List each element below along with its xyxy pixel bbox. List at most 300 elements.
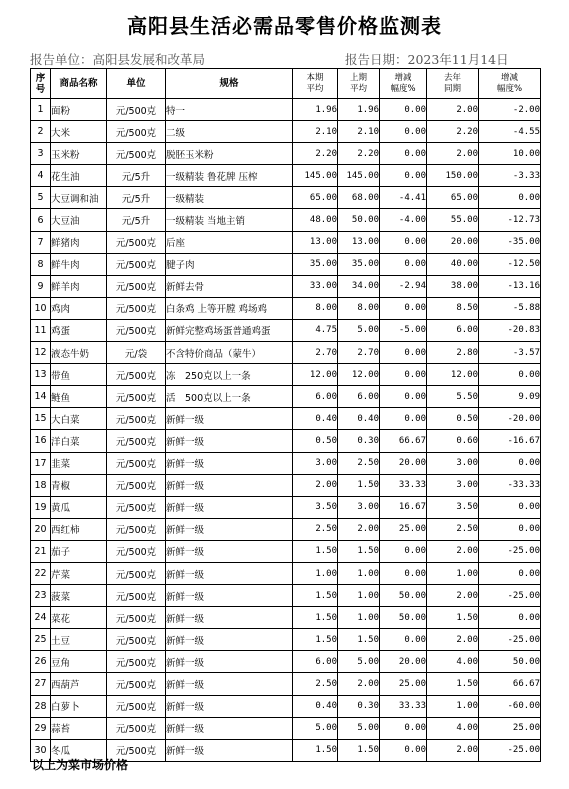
cell-spec: 二级 [166, 121, 293, 143]
cell-spec: 一级精装 当地主销 [166, 209, 293, 231]
cell-previous-avg: 0.40 [338, 408, 380, 430]
table-row [31, 165, 541, 187]
cell-change-pct: 0.00 [380, 99, 427, 121]
cell-current-avg: 2.70 [293, 342, 338, 364]
cell-current-avg: 1.50 [293, 607, 338, 629]
cell-current-avg: 4.75 [293, 319, 338, 341]
cell-last-year: 55.00 [427, 209, 479, 231]
cell-yoy-change-pct: 0.00 [479, 364, 541, 386]
cell-name: 鲢鱼 [51, 386, 107, 408]
cell-unit: 元/500克 [107, 540, 166, 562]
cell-previous-avg: 8.00 [338, 297, 380, 319]
cell-last-year: 3.50 [427, 496, 479, 518]
cell-last-year: 6.00 [427, 319, 479, 341]
cell-change-pct: 25.00 [380, 673, 427, 695]
cell-change-pct: 20.00 [380, 452, 427, 474]
cell-unit: 元/500克 [107, 452, 166, 474]
cell-unit: 元/500克 [107, 275, 166, 297]
cell-yoy-change-pct: 50.00 [479, 651, 541, 673]
cell-current-avg: 1.00 [293, 562, 338, 584]
cell-last-year: 2.00 [427, 585, 479, 607]
cell-previous-avg: 1.00 [338, 585, 380, 607]
cell-last-year: 65.00 [427, 187, 479, 209]
header-yoy-change-pct: 增减 幅度% [479, 69, 541, 99]
cell-index: 23 [31, 585, 51, 607]
cell-previous-avg: 2.70 [338, 342, 380, 364]
cell-index: 9 [31, 275, 51, 297]
cell-previous-avg: 35.00 [338, 253, 380, 275]
cell-previous-avg: 2.00 [338, 673, 380, 695]
cell-previous-avg: 2.00 [338, 518, 380, 540]
cell-change-pct: 16.67 [380, 496, 427, 518]
cell-previous-avg: 1.00 [338, 607, 380, 629]
cell-change-pct: 0.00 [380, 253, 427, 275]
cell-previous-avg: 12.00 [338, 364, 380, 386]
cell-current-avg: 35.00 [293, 253, 338, 275]
cell-yoy-change-pct: -33.33 [479, 474, 541, 496]
table-row [31, 474, 541, 496]
cell-spec: 新鲜一级 [166, 673, 293, 695]
cell-yoy-change-pct: 25.00 [479, 717, 541, 739]
cell-unit: 元/500克 [107, 496, 166, 518]
cell-previous-avg: 5.00 [338, 717, 380, 739]
cell-previous-avg: 1.50 [338, 629, 380, 651]
cell-current-avg: 65.00 [293, 187, 338, 209]
cell-spec: 新鲜一级 [166, 474, 293, 496]
cell-last-year: 2.20 [427, 121, 479, 143]
cell-spec: 冻 250克以上一条 [166, 364, 293, 386]
table-row [31, 562, 541, 584]
cell-spec: 特一 [166, 99, 293, 121]
cell-spec: 后座 [166, 231, 293, 253]
table-row [31, 408, 541, 430]
cell-index: 13 [31, 364, 51, 386]
cell-previous-avg: 1.50 [338, 540, 380, 562]
cell-last-year: 3.00 [427, 452, 479, 474]
table-row [31, 275, 541, 297]
cell-name: 鸡肉 [51, 297, 107, 319]
cell-index: 8 [31, 253, 51, 275]
cell-spec: 新鲜一级 [166, 408, 293, 430]
cell-spec: 新鲜去骨 [166, 275, 293, 297]
cell-current-avg: 8.00 [293, 297, 338, 319]
cell-spec: 新鲜一级 [166, 695, 293, 717]
cell-index: 18 [31, 474, 51, 496]
header-index: 序 号 [31, 69, 51, 99]
cell-last-year: 12.00 [427, 364, 479, 386]
table-row [31, 430, 541, 452]
cell-spec: 新鲜一级 [166, 651, 293, 673]
cell-current-avg: 1.50 [293, 629, 338, 651]
cell-previous-avg: 50.00 [338, 209, 380, 231]
cell-current-avg: 1.50 [293, 739, 338, 761]
cell-current-avg: 0.40 [293, 695, 338, 717]
cell-index: 20 [31, 518, 51, 540]
cell-yoy-change-pct: -5.88 [479, 297, 541, 319]
cell-current-avg: 5.00 [293, 717, 338, 739]
cell-change-pct: 0.00 [380, 342, 427, 364]
cell-index: 24 [31, 607, 51, 629]
cell-yoy-change-pct: -25.00 [479, 540, 541, 562]
cell-unit: 元/500克 [107, 585, 166, 607]
cell-spec: 新鲜一级 [166, 629, 293, 651]
cell-name: 鲜牛肉 [51, 253, 107, 275]
cell-spec: 新鲜一级 [166, 607, 293, 629]
cell-change-pct: 66.67 [380, 430, 427, 452]
cell-unit: 元/5升 [107, 165, 166, 187]
header-last-year: 去年 同期 [427, 69, 479, 99]
cell-unit: 元/500克 [107, 695, 166, 717]
cell-unit: 元/500克 [107, 739, 166, 761]
cell-change-pct: 0.00 [380, 629, 427, 651]
cell-yoy-change-pct: 0.00 [479, 518, 541, 540]
cell-spec: 新鲜一级 [166, 585, 293, 607]
cell-yoy-change-pct: 0.00 [479, 607, 541, 629]
cell-last-year: 0.50 [427, 408, 479, 430]
cell-last-year: 8.50 [427, 297, 479, 319]
cell-name: 青椒 [51, 474, 107, 496]
report-unit: 报告单位：高阳县发展和改革局 [30, 52, 206, 67]
cell-previous-avg: 5.00 [338, 651, 380, 673]
cell-last-year: 1.50 [427, 673, 479, 695]
cell-spec: 新鲜一级 [166, 518, 293, 540]
cell-change-pct: 0.00 [380, 121, 427, 143]
table-row [31, 585, 541, 607]
cell-yoy-change-pct: 0.00 [479, 562, 541, 584]
cell-previous-avg: 1.50 [338, 739, 380, 761]
cell-yoy-change-pct: -13.16 [479, 275, 541, 297]
cell-change-pct: 0.00 [380, 540, 427, 562]
cell-last-year: 1.50 [427, 607, 479, 629]
table-row [31, 342, 541, 364]
price-table [30, 68, 541, 762]
table-row [31, 496, 541, 518]
cell-unit: 元/500克 [107, 408, 166, 430]
cell-spec: 一级精装 鲁花牌 压榨 [166, 165, 293, 187]
cell-change-pct: 33.33 [380, 474, 427, 496]
cell-name: 带鱼 [51, 364, 107, 386]
cell-spec: 新鲜一级 [166, 739, 293, 761]
cell-spec: 白条鸡 上等开膛 鸡场鸡 [166, 297, 293, 319]
page-title: 高阳县生活必需品零售价格监测表 [127, 14, 442, 38]
cell-change-pct: -4.00 [380, 209, 427, 231]
table-row [31, 364, 541, 386]
cell-current-avg: 0.50 [293, 430, 338, 452]
cell-unit: 元/500克 [107, 364, 166, 386]
cell-previous-avg: 1.50 [338, 474, 380, 496]
cell-last-year: 2.50 [427, 518, 479, 540]
cell-change-pct: 0.00 [380, 717, 427, 739]
cell-name: 豆角 [51, 651, 107, 673]
cell-yoy-change-pct: 0.00 [479, 496, 541, 518]
cell-change-pct: 0.00 [380, 364, 427, 386]
cell-previous-avg: 1.00 [338, 562, 380, 584]
cell-current-avg: 145.00 [293, 165, 338, 187]
cell-current-avg: 6.00 [293, 651, 338, 673]
cell-change-pct: -2.94 [380, 275, 427, 297]
cell-unit: 元/500克 [107, 231, 166, 253]
cell-change-pct: -5.00 [380, 319, 427, 341]
cell-yoy-change-pct: -12.50 [479, 253, 541, 275]
table-row [31, 673, 541, 695]
cell-yoy-change-pct: -35.00 [479, 231, 541, 253]
header-spec: 规格 [166, 69, 293, 99]
cell-current-avg: 2.20 [293, 143, 338, 165]
cell-index: 11 [31, 319, 51, 341]
cell-yoy-change-pct: -25.00 [479, 585, 541, 607]
cell-current-avg: 33.00 [293, 275, 338, 297]
cell-yoy-change-pct: -2.00 [479, 99, 541, 121]
cell-index: 29 [31, 717, 51, 739]
cell-unit: 元/500克 [107, 297, 166, 319]
cell-index: 14 [31, 386, 51, 408]
cell-index: 19 [31, 496, 51, 518]
cell-current-avg: 13.00 [293, 231, 338, 253]
cell-unit: 元/500克 [107, 629, 166, 651]
cell-yoy-change-pct: 0.00 [479, 452, 541, 474]
cell-unit: 元/500克 [107, 518, 166, 540]
cell-current-avg: 1.50 [293, 540, 338, 562]
cell-spec: 新鲜一级 [166, 540, 293, 562]
cell-change-pct: 0.00 [380, 143, 427, 165]
cell-previous-avg: 68.00 [338, 187, 380, 209]
cell-change-pct: 0.00 [380, 408, 427, 430]
table-row [31, 607, 541, 629]
table-row [31, 695, 541, 717]
cell-current-avg: 2.00 [293, 474, 338, 496]
cell-change-pct: 50.00 [380, 585, 427, 607]
cell-index: 1 [31, 99, 51, 121]
cell-index: 3 [31, 143, 51, 165]
cell-spec: 脱胚玉米粉 [166, 143, 293, 165]
cell-name: 西葫芦 [51, 673, 107, 695]
table-row [31, 452, 541, 474]
cell-last-year: 150.00 [427, 165, 479, 187]
cell-current-avg: 2.50 [293, 518, 338, 540]
cell-unit: 元/500克 [107, 430, 166, 452]
cell-previous-avg: 34.00 [338, 275, 380, 297]
table-row [31, 518, 541, 540]
cell-change-pct: 0.00 [380, 562, 427, 584]
cell-change-pct: 25.00 [380, 518, 427, 540]
cell-previous-avg: 3.00 [338, 496, 380, 518]
table-row [31, 651, 541, 673]
cell-yoy-change-pct: -20.00 [479, 408, 541, 430]
cell-unit: 元/500克 [107, 253, 166, 275]
cell-last-year: 2.00 [427, 99, 479, 121]
cell-name: 鲜猪肉 [51, 231, 107, 253]
cell-name: 洋白菜 [51, 430, 107, 452]
header-unit: 单位 [107, 69, 166, 99]
cell-change-pct: 50.00 [380, 607, 427, 629]
cell-name: 白萝卜 [51, 695, 107, 717]
cell-change-pct: 20.00 [380, 651, 427, 673]
cell-name: 蒜苔 [51, 717, 107, 739]
cell-name: 鸡蛋 [51, 319, 107, 341]
cell-previous-avg: 2.20 [338, 143, 380, 165]
table-row [31, 99, 541, 121]
cell-index: 4 [31, 165, 51, 187]
header-change-pct: 增减 幅度% [380, 69, 427, 99]
table-row [31, 187, 541, 209]
cell-previous-avg: 0.30 [338, 695, 380, 717]
cell-previous-avg: 6.00 [338, 386, 380, 408]
cell-last-year: 0.60 [427, 430, 479, 452]
table-row [31, 231, 541, 253]
cell-yoy-change-pct: -25.00 [479, 629, 541, 651]
cell-index: 25 [31, 629, 51, 651]
cell-name: 鲜羊肉 [51, 275, 107, 297]
table-row [31, 540, 541, 562]
cell-spec: 新鲜一级 [166, 562, 293, 584]
cell-index: 16 [31, 430, 51, 452]
cell-last-year: 20.00 [427, 231, 479, 253]
cell-index: 30 [31, 739, 51, 761]
cell-index: 26 [31, 651, 51, 673]
cell-name: 大豆调和油 [51, 187, 107, 209]
cell-spec: 腱子肉 [166, 253, 293, 275]
cell-last-year: 38.00 [427, 275, 479, 297]
cell-index: 10 [31, 297, 51, 319]
cell-spec: 活 500克以上一条 [166, 386, 293, 408]
cell-current-avg: 3.50 [293, 496, 338, 518]
cell-last-year: 2.00 [427, 629, 479, 651]
cell-yoy-change-pct: -4.55 [479, 121, 541, 143]
cell-change-pct: 33.33 [380, 695, 427, 717]
cell-yoy-change-pct: -25.00 [479, 739, 541, 761]
cell-name: 茄子 [51, 540, 107, 562]
cell-current-avg: 12.00 [293, 364, 338, 386]
cell-change-pct: 0.00 [380, 386, 427, 408]
report-date: 报告日期：2023年11月14日 [345, 52, 509, 67]
cell-unit: 元/500克 [107, 717, 166, 739]
cell-current-avg: 2.50 [293, 673, 338, 695]
cell-unit: 元/500克 [107, 607, 166, 629]
cell-index: 28 [31, 695, 51, 717]
cell-name: 菠菜 [51, 585, 107, 607]
cell-name: 液态牛奶 [51, 342, 107, 364]
cell-last-year: 4.00 [427, 651, 479, 673]
cell-unit: 元/500克 [107, 651, 166, 673]
cell-last-year: 2.00 [427, 143, 479, 165]
cell-name: 菜花 [51, 607, 107, 629]
table-header-row [31, 69, 541, 99]
cell-spec: 新鲜完整鸡场蛋普通鸡蛋 [166, 319, 293, 341]
cell-name: 玉米粉 [51, 143, 107, 165]
cell-current-avg: 2.10 [293, 121, 338, 143]
cell-index: 15 [31, 408, 51, 430]
cell-previous-avg: 0.30 [338, 430, 380, 452]
header-current-avg: 本期 平均 [293, 69, 338, 99]
cell-previous-avg: 13.00 [338, 231, 380, 253]
cell-name: 大米 [51, 121, 107, 143]
cell-change-pct: 0.00 [380, 165, 427, 187]
cell-index: 12 [31, 342, 51, 364]
footer-note: 以上为菜市场价格 [32, 758, 129, 772]
cell-index: 27 [31, 673, 51, 695]
cell-unit: 元/500克 [107, 143, 166, 165]
cell-spec: 不含特价商品（蒙牛） [166, 342, 293, 364]
cell-unit: 元/袋 [107, 342, 166, 364]
cell-change-pct: 0.00 [380, 231, 427, 253]
table-row [31, 386, 541, 408]
cell-name: 大豆油 [51, 209, 107, 231]
table-row [31, 319, 541, 341]
cell-unit: 元/500克 [107, 386, 166, 408]
cell-unit: 元/500克 [107, 121, 166, 143]
table-row [31, 143, 541, 165]
cell-yoy-change-pct: 10.00 [479, 143, 541, 165]
cell-yoy-change-pct: 0.00 [479, 187, 541, 209]
cell-change-pct: 0.00 [380, 297, 427, 319]
cell-yoy-change-pct: -3.33 [479, 165, 541, 187]
cell-name: 花生油 [51, 165, 107, 187]
table-row [31, 717, 541, 739]
cell-current-avg: 0.40 [293, 408, 338, 430]
cell-name: 土豆 [51, 629, 107, 651]
cell-name: 面粉 [51, 99, 107, 121]
cell-name: 冬瓜 [51, 739, 107, 761]
cell-name: 大白菜 [51, 408, 107, 430]
cell-unit: 元/500克 [107, 673, 166, 695]
cell-spec: 新鲜一级 [166, 496, 293, 518]
table-row [31, 121, 541, 143]
cell-yoy-change-pct: 9.09 [479, 386, 541, 408]
cell-previous-avg: 2.50 [338, 452, 380, 474]
cell-spec: 新鲜一级 [166, 452, 293, 474]
cell-yoy-change-pct: -20.83 [479, 319, 541, 341]
cell-unit: 元/500克 [107, 99, 166, 121]
cell-name: 芹菜 [51, 562, 107, 584]
cell-name: 西红柿 [51, 518, 107, 540]
cell-yoy-change-pct: -3.57 [479, 342, 541, 364]
header-name: 商品名称 [51, 69, 107, 99]
cell-current-avg: 1.50 [293, 585, 338, 607]
cell-last-year: 40.00 [427, 253, 479, 275]
cell-yoy-change-pct: -16.67 [479, 430, 541, 452]
table-row [31, 629, 541, 651]
cell-last-year: 4.00 [427, 717, 479, 739]
cell-index: 7 [31, 231, 51, 253]
cell-unit: 元/5升 [107, 209, 166, 231]
table-row [31, 209, 541, 231]
cell-spec: 一级精装 [166, 187, 293, 209]
cell-change-pct: 0.00 [380, 739, 427, 761]
cell-last-year: 3.00 [427, 474, 479, 496]
cell-previous-avg: 2.10 [338, 121, 380, 143]
cell-last-year: 2.80 [427, 342, 479, 364]
cell-yoy-change-pct: -12.73 [479, 209, 541, 231]
cell-last-year: 1.00 [427, 562, 479, 584]
cell-previous-avg: 5.00 [338, 319, 380, 341]
cell-unit: 元/500克 [107, 319, 166, 341]
cell-index: 21 [31, 540, 51, 562]
cell-spec: 新鲜一级 [166, 430, 293, 452]
cell-previous-avg: 1.96 [338, 99, 380, 121]
header-previous-avg: 上期 平均 [338, 69, 380, 99]
cell-last-year: 2.00 [427, 739, 479, 761]
cell-last-year: 2.00 [427, 540, 479, 562]
cell-index: 22 [31, 562, 51, 584]
cell-current-avg: 3.00 [293, 452, 338, 474]
cell-unit: 元/500克 [107, 562, 166, 584]
cell-index: 2 [31, 121, 51, 143]
cell-current-avg: 6.00 [293, 386, 338, 408]
cell-yoy-change-pct: -60.00 [479, 695, 541, 717]
cell-index: 5 [31, 187, 51, 209]
cell-spec: 新鲜一级 [166, 717, 293, 739]
table-row [31, 297, 541, 319]
